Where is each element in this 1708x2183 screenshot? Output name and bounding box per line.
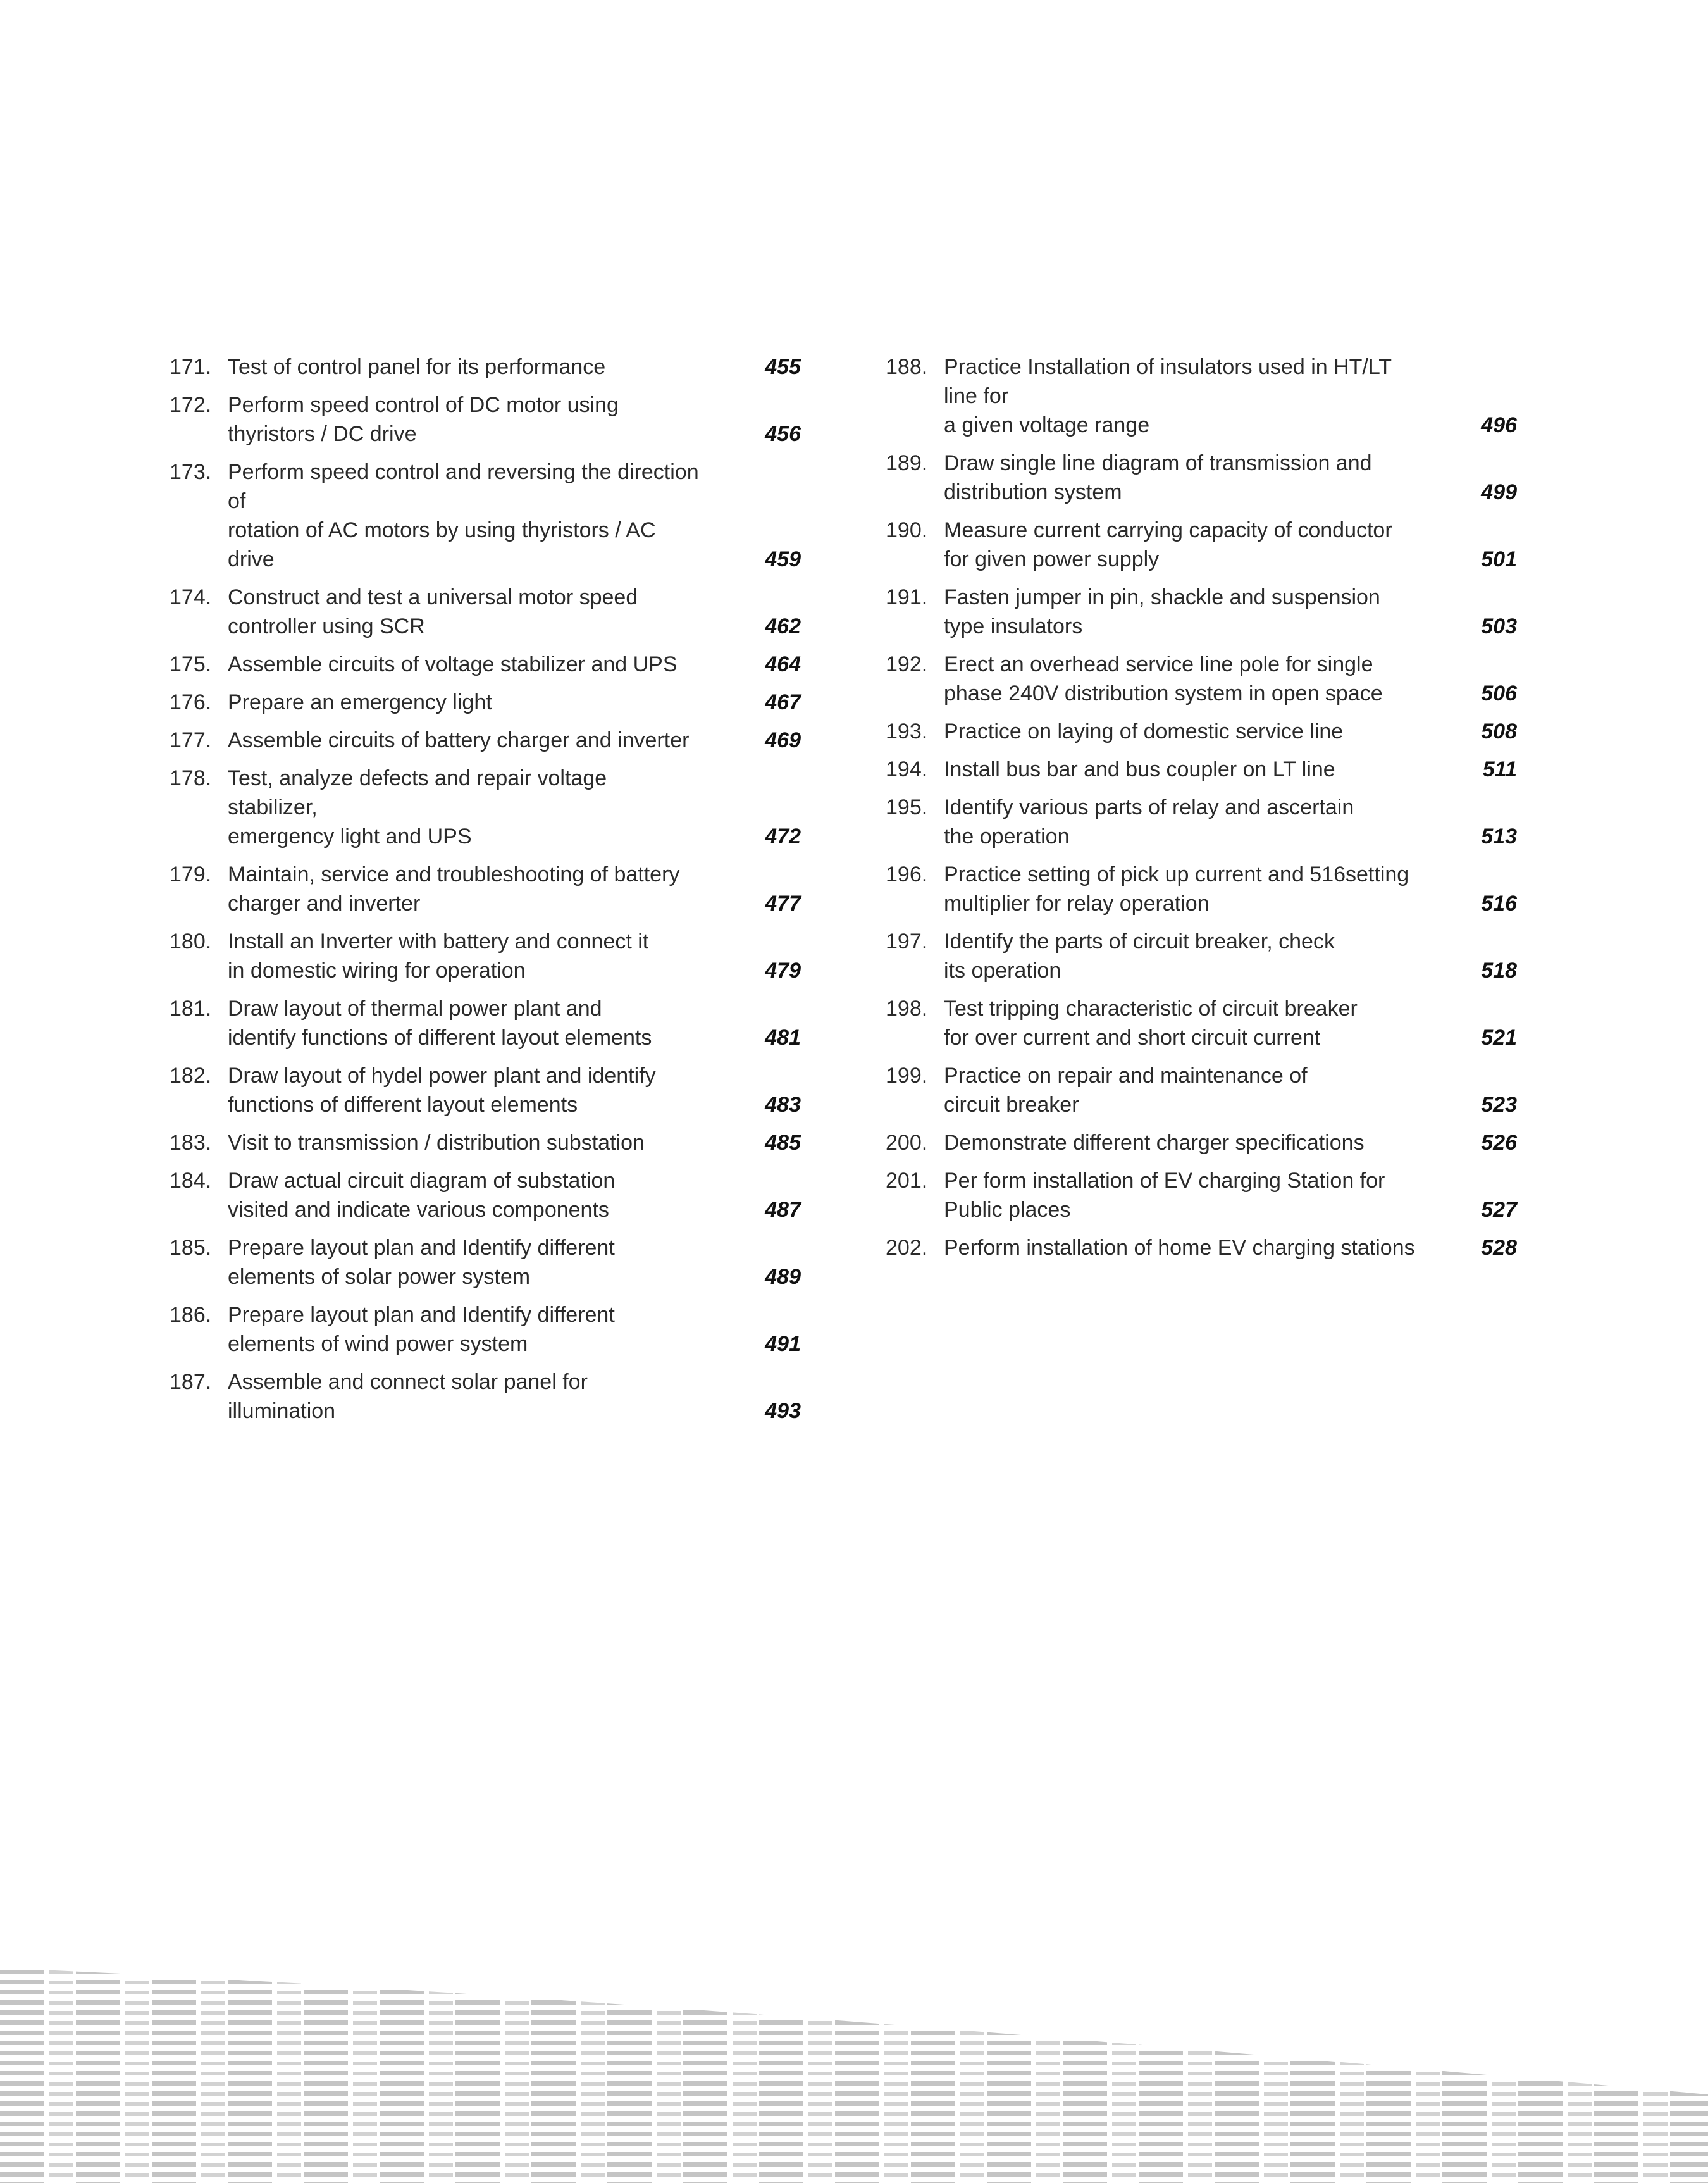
entry-page-number: 491 [765, 1332, 801, 1356]
toc-entry[interactable] [170, 927, 821, 985]
entry-page-number: 503 [1481, 614, 1517, 638]
entry-title: Construct and test a universal motor speed controller using SCR [228, 585, 638, 638]
toc-entry[interactable] [170, 583, 821, 641]
entry-number: 185. [170, 1236, 212, 1260]
entry-title: Test of control panel for its performance [228, 355, 606, 379]
entry-page-number: 523 [1481, 1093, 1517, 1117]
entry-number: 175. [170, 652, 212, 676]
entry-page-number: 499 [1481, 480, 1517, 504]
toc-entry[interactable] [170, 688, 821, 717]
entry-title: Draw layout of hydel power plant and identify functions of different layout elements [228, 1064, 656, 1117]
entry-title: Fasten jumper in pin, shackle and suspension type insulators [944, 585, 1380, 638]
entry-title: Maintain, service and troubleshooting of battery charger and inverter [228, 862, 680, 916]
entry-title: Perform speed control of DC motor using thyristors / DC drive [228, 393, 619, 446]
entry-page-number: 489 [765, 1265, 801, 1289]
toc-entry[interactable] [170, 1128, 821, 1157]
entry-number: 193. [886, 719, 928, 743]
entry-title: Test tripping characteristic of circuit breaker for over current and short circuit current [944, 997, 1358, 1050]
entry-page-number: 521 [1481, 1026, 1517, 1050]
entry-title: Draw layout of thermal power plant and identify functions of different layout elements [228, 997, 652, 1050]
toc-entry[interactable] [886, 994, 1537, 1052]
entry-page-number: 508 [1481, 719, 1517, 743]
toc-entry[interactable] [886, 860, 1537, 918]
entry-number: 171. [170, 355, 212, 379]
entry-title: Demonstrate different charger specifications [944, 1131, 1365, 1155]
entry-page-number: 506 [1481, 681, 1517, 706]
toc-entry[interactable] [170, 1061, 821, 1119]
toc-entry[interactable] [886, 755, 1537, 784]
entry-title: Install bus bar and bus coupler on LT line [944, 757, 1335, 781]
entry-number: 184. [170, 1169, 212, 1193]
entry-number: 192. [886, 652, 928, 676]
entry-page-number: 483 [765, 1093, 801, 1117]
entry-title: Perform speed control and reversing the direction of rotation of AC motors by using thyristors / AC drive [228, 460, 699, 571]
entry-number: 195. [886, 795, 928, 819]
toc-right-column [886, 352, 1537, 1271]
toc-entry[interactable] [170, 650, 821, 679]
entry-page-number: 518 [1481, 959, 1517, 983]
entry-title: Identify the parts of circuit breaker, check its operation [944, 930, 1335, 983]
toc-entry[interactable] [886, 1128, 1537, 1157]
entry-number: 194. [886, 757, 928, 781]
entry-number: 173. [170, 460, 212, 484]
entry-title: Practice setting of pick up current and 516setting multiplier for relay operation [944, 862, 1409, 916]
entry-number: 190. [886, 518, 928, 542]
toc-entry[interactable] [170, 390, 821, 449]
entry-page-number: 455 [765, 355, 801, 379]
entry-page-number: 496 [1481, 413, 1517, 437]
entry-page-number: 479 [765, 959, 801, 983]
entry-number: 176. [170, 690, 212, 714]
entry-page-number: 481 [765, 1026, 801, 1050]
toc-entry[interactable] [170, 1367, 821, 1426]
toc-entry[interactable] [886, 1233, 1537, 1262]
toc-entry[interactable] [170, 1233, 821, 1291]
toc-entry[interactable] [170, 860, 821, 918]
entry-page-number: 485 [765, 1131, 801, 1155]
entry-page-number: 464 [765, 652, 801, 676]
entry-title: Prepare layout plan and Identify different elements of solar power system [228, 1236, 615, 1289]
entry-number: 197. [886, 930, 928, 954]
entry-number: 188. [886, 355, 928, 379]
toc-entry[interactable] [886, 793, 1537, 851]
entry-title: Prepare an emergency light [228, 690, 492, 714]
entry-page-number: 472 [765, 824, 801, 849]
entry-number: 174. [170, 585, 212, 609]
entry-number: 183. [170, 1131, 212, 1155]
entry-title: Measure current carrying capacity of conductor for given power supply [944, 518, 1392, 571]
entry-title: Practice on laying of domestic service line [944, 719, 1344, 743]
entry-page-number: 527 [1481, 1198, 1517, 1222]
entry-title: Practice on repair and maintenance of circuit breaker [944, 1064, 1308, 1117]
entry-number: 196. [886, 862, 928, 886]
entry-number: 199. [886, 1064, 928, 1088]
entry-title: Install an Inverter with battery and connect it in domestic wiring for operation [228, 930, 649, 983]
entry-number: 179. [170, 862, 212, 886]
entry-number: 200. [886, 1131, 928, 1155]
entry-title: Assemble circuits of battery charger and inverter [228, 728, 690, 752]
toc-entry[interactable] [886, 1061, 1537, 1119]
entry-page-number: 501 [1481, 547, 1517, 571]
entry-page-number: 456 [765, 422, 801, 446]
entry-title: Draw single line diagram of transmission and distribution system [944, 451, 1372, 504]
toc-entry[interactable] [886, 352, 1537, 440]
entry-number: 180. [170, 930, 212, 954]
entry-number: 202. [886, 1236, 928, 1260]
entry-page-number: 459 [765, 547, 801, 571]
entry-page-number: 487 [765, 1198, 801, 1222]
toc-entry[interactable] [886, 717, 1537, 746]
entry-title: Practice Installation of insulators used in HT/LT line for a given voltage range [944, 355, 1392, 437]
entry-page-number: 469 [765, 728, 801, 752]
entry-title: Prepare layout plan and Identify different elements of wind power system [228, 1303, 615, 1356]
entry-number: 181. [170, 997, 212, 1021]
entry-title: Perform installation of home EV charging stations [944, 1236, 1415, 1260]
entry-number: 172. [170, 393, 212, 417]
entry-page-number: 477 [765, 892, 801, 916]
entry-page-number: 493 [765, 1399, 801, 1423]
entry-number: 182. [170, 1064, 212, 1088]
entry-title: Per form installation of EV charging Station for Public places [944, 1169, 1385, 1222]
entry-number: 191. [886, 585, 928, 609]
toc-entry[interactable] [170, 1300, 821, 1359]
toc-entry[interactable] [886, 927, 1537, 985]
entry-page-number: 462 [765, 614, 801, 638]
entry-title: Visit to transmission / distribution substation [228, 1131, 645, 1155]
entry-number: 189. [886, 451, 928, 475]
toc-entry[interactable] [170, 457, 821, 574]
entry-page-number: 526 [1481, 1131, 1517, 1155]
entry-title: Draw actual circuit diagram of substation visited and indicate various components [228, 1169, 616, 1222]
decorative-stripe-band [0, 1968, 1708, 2183]
toc-entry[interactable] [170, 352, 821, 382]
entry-page-number: 467 [765, 690, 801, 714]
toc-entry[interactable] [886, 650, 1537, 708]
toc-entry[interactable] [170, 726, 821, 755]
entry-page-number: 516 [1481, 892, 1517, 916]
toc-entry[interactable] [886, 1166, 1537, 1224]
entry-page-number: 528 [1481, 1236, 1517, 1260]
entry-number: 201. [886, 1169, 928, 1193]
toc-entry[interactable] [170, 994, 821, 1052]
entry-number: 186. [170, 1303, 212, 1327]
entry-page-number: 513 [1481, 824, 1517, 849]
entry-title: Erect an overhead service line pole for single phase 240V distribution system in open space [944, 652, 1383, 706]
toc-left-column [170, 352, 821, 1434]
toc-entry[interactable] [886, 516, 1537, 574]
toc-entry[interactable] [886, 449, 1537, 507]
entry-number: 177. [170, 728, 212, 752]
toc-entry[interactable] [170, 764, 821, 851]
entry-number: 178. [170, 766, 212, 790]
entry-number: 198. [886, 997, 928, 1021]
entry-title: Test, analyze defects and repair voltage stabilizer, emergency light and UPS [228, 766, 607, 849]
entry-title: Identify various parts of relay and ascertain the operation [944, 795, 1354, 849]
entry-title: Assemble and connect solar panel for illumination [228, 1370, 588, 1423]
entry-number: 187. [170, 1370, 212, 1394]
entry-page-number: 511 [1482, 757, 1517, 781]
toc-entry[interactable] [170, 1166, 821, 1224]
entry-title: Assemble circuits of voltage stabilizer and UPS [228, 652, 678, 676]
toc-entry[interactable] [886, 583, 1537, 641]
